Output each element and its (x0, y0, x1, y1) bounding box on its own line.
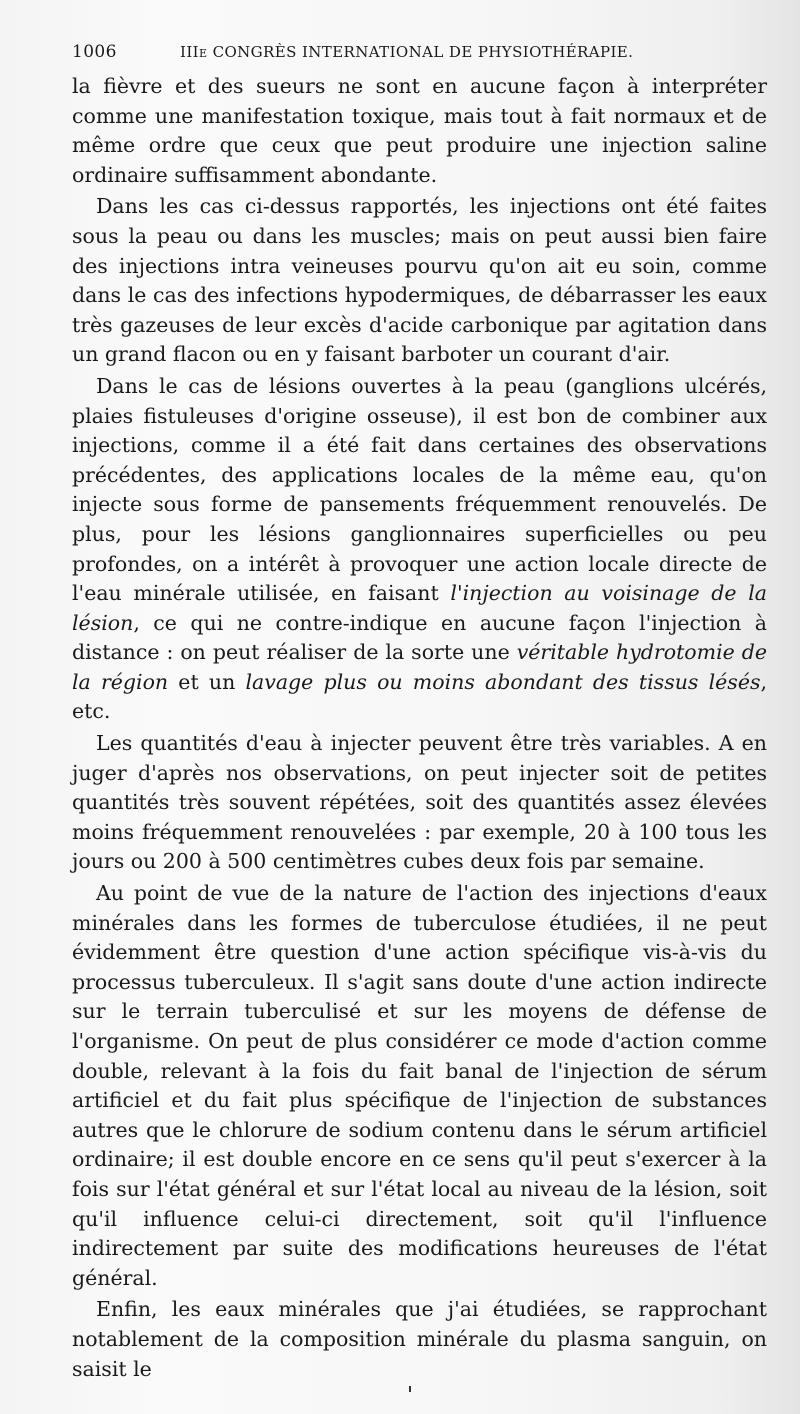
page-number: 1006 (72, 42, 117, 62)
text-segment: Dans les cas ci-dessus rapportés, les injections ont été faites sous la peau ou dans les muscles; mais on peut aussi bien faire des injections intra veineuses pourvu qu'on ait eu soin, comme dans le cas des infections hypodermiques, de débarrasser les eaux très gazeuses de leur excès d'acide carbonique par agitation dans un grand flacon ou en y faisant barboter un courant d'air. (72, 194, 767, 367)
print-mark (409, 1386, 411, 1392)
text-segment: , etc. (72, 669, 768, 724)
text-segment: Au point de vue de la nature de l'action des injections d'eaux minérales dans les formes de tuberculose étudiées, il ne peut évidemment être question d'une action spécifique vis-à-vis du processus tuberculeux. Il s'agit sans doute d'une action indirecte sur le terrain tuberculisé et sur les moyens de défense de l'organisme. On peut de plus considérer ce mode d'action comme double, relevant à la fois du fait banal de l'injection de sérum artificiel et du fait plus spécifique de l'injection de substances autres que le chlorure de sodium contenu dans le sérum artificiel ordinaire; il est double encore en ce sens qu'il peut s'exercer à la fois sur l'état général et sur l'état local au niveau de la lésion, soit qu'il influence celui-ci directement, soit qu'il l'influence indirectement par suite des modifications heureuses de l'état général. (72, 881, 767, 1290)
italic-text: l'injection au voisinage de la lésion (72, 581, 767, 635)
body-text (72, 72, 767, 1386)
paragraph (72, 372, 767, 727)
paragraph (72, 192, 767, 370)
paragraph (72, 72, 767, 190)
text-segment: , ce qui ne contre-indique en aucune façon l'injection à distance : on peut réaliser de la sorte une (72, 610, 767, 665)
page-header (72, 42, 742, 62)
paragraph (72, 1295, 767, 1384)
text-segment: Les quantités d'eau à injecter peuvent être très variables. A en juger d'après nos observations, on peut injecter soit de petites quantités très souvent répétées, soit des quantités assez élevées moins fréquemment renouvelées : par exemple, 20 à 100 tous les jours ou 200 à 500 centimètres cubes deux fois par semaine. (72, 731, 767, 874)
text-segment: Enfin, les eaux minérales que j'ai étudiées, se rapprochant notablement de la composition minérale du plasma sanguin, on saisit le (72, 1297, 767, 1381)
text-segment: la fièvre et des sueurs ne sont en aucune façon à interpréter comme une manifestation toxique, mais tout à fait normaux et de même ordre que ceux que peut produire une injection saline ordinaire suffisamment abondante. (72, 74, 767, 187)
paragraph (72, 729, 767, 877)
running-head: IIIe CONGRÈS INTERNATIONAL DE PHYSIOTHÉRAPIE. (180, 43, 634, 61)
text-segment: et un (168, 669, 246, 694)
italic-text: véritable hydrotomie de la région (72, 640, 767, 694)
paragraph (72, 879, 767, 1293)
text-segment: Dans le cas de lésions ouvertes à la peau (ganglions ulcérés, plaies fistuleuses d'origine osseuse), il est bon de combiner aux injections, comme il a été fait dans certaines des observations précédentes, des applications locales de la même eau, qu'on injecte sous forme de pansements fréquemment renouvelés. De plus, pour les lésions ganglionnaires superficielles ou peu profondes, on a intérêt à provoquer une action locale directe de l'eau minérale utilisée, en faisant (72, 373, 767, 606)
italic-text: lavage plus ou moins abondant des tissus lésés (245, 669, 761, 694)
